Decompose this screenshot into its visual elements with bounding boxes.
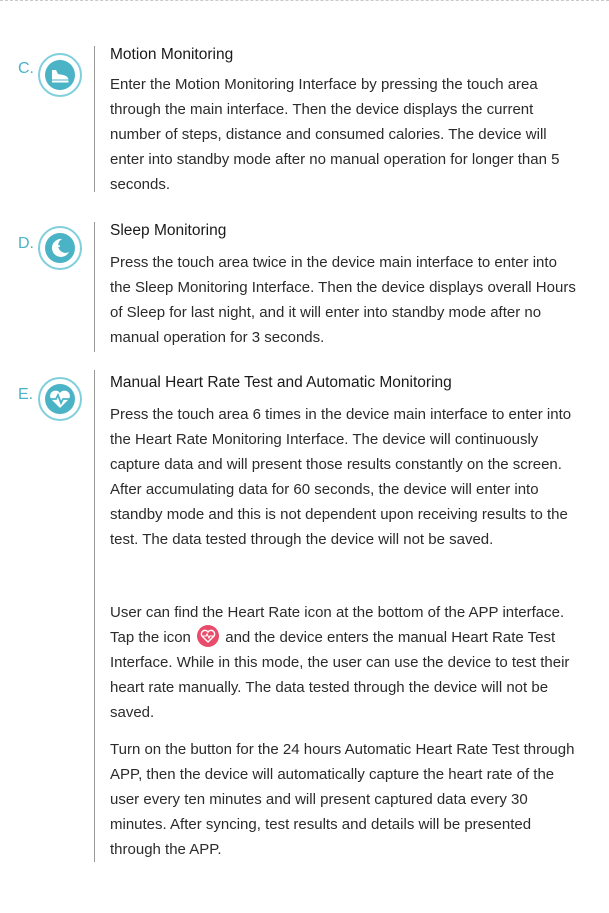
section-letter: D. [18, 235, 34, 252]
section-letter: C. [18, 60, 34, 77]
section-letter: E. [18, 386, 34, 403]
section-title: Manual Heart Rate Test and Automatic Monitoring [110, 374, 452, 391]
section-divider-line [94, 46, 95, 192]
section-divider-line [94, 370, 95, 862]
paragraph-text-after-icon: and the device enters the manual Heart Rate Test Interface. While in this mode, the user can use the device to test their heart rate manually. The data tested through the device will not be saved. [110, 629, 570, 721]
section-paragraph: Press the touch area 6 times in the device main interface to enter into the Heart Rate Monitoring Interface. The device will continuously capture data and will present those results constantly on the screen. After accumulating data for 60 seconds, the device will enter into standby mode and this is not dependent upon receiving results to the test. The data tested through the device will not be saved. [110, 406, 572, 548]
section-paragraph-with-icon [110, 600, 580, 725]
section-paragraph: Turn on the button for the 24 hours Automatic Heart Rate Test through APP, then the device will automatically capture the heart rate of the user every ten minutes and will present captured data every 30 minutes. After syncing, test results and details will be presented through the APP. [110, 741, 575, 858]
section-title: Sleep Monitoring [110, 222, 227, 239]
top-dashed-rule [0, 0, 609, 3]
section-paragraph: Press the touch area twice in the device main interface to enter into the Sleep Monitoring Interface. Then the device displays overall Hours of Sleep for last night, and it will enter into standby mode after no manual operation for 3 seconds. [110, 254, 576, 346]
section-divider-line [94, 222, 95, 352]
section-paragraph: Enter the Motion Monitoring Interface by pressing the touch area through the main interface. Then the device displays the current number of steps, distance and consumed calories. The device will enter into standby mode after no manual operation for longer than 5 seconds. [110, 76, 560, 193]
paragraph-text-before-icon: User can find the Heart Rate icon at the bottom of the APP interface. Tap the icon [110, 604, 565, 646]
section-title: Motion Monitoring [110, 46, 234, 63]
shoe-icon [38, 53, 82, 97]
heart-rate-app-icon [197, 625, 219, 647]
heart-rate-icon [38, 377, 82, 421]
moon-icon [38, 226, 82, 270]
